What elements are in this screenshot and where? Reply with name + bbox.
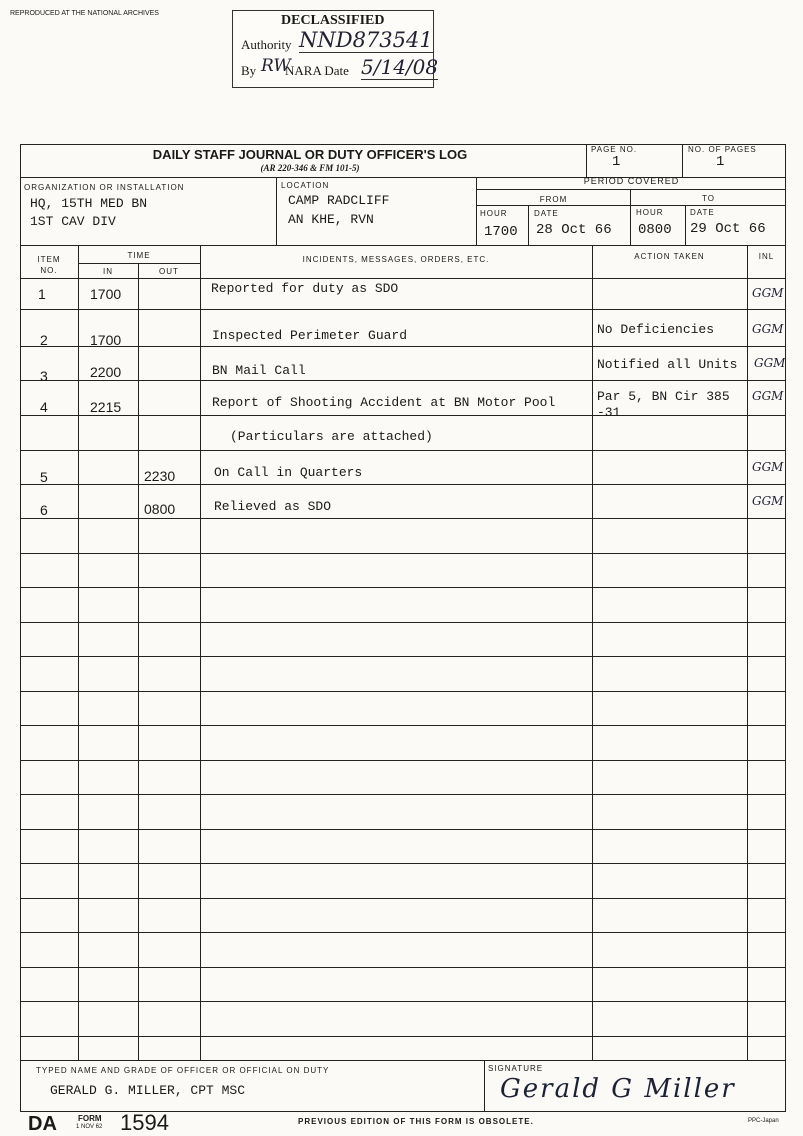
entry-item: 1 bbox=[38, 286, 46, 302]
no-of-pages-label: NO. OF PAGES bbox=[688, 145, 757, 154]
page-no-label: PAGE NO. bbox=[591, 145, 638, 154]
location-line1: CAMP RADCLIFF bbox=[288, 193, 390, 208]
item-no-header: NO. bbox=[40, 266, 58, 275]
to-date-label: DATE bbox=[690, 208, 715, 217]
nara-date-value: 5/14/08 bbox=[361, 55, 439, 79]
nara-date-label: NARA Date bbox=[285, 63, 349, 78]
entry-time-in: 2200 bbox=[90, 364, 122, 380]
entry-action-line2: -31 bbox=[597, 405, 621, 420]
location-label: LOCATION bbox=[281, 181, 330, 190]
by-value: RW bbox=[261, 56, 291, 76]
entry-action: No Deficiencies bbox=[597, 322, 715, 337]
entry-time-out: 2230 bbox=[144, 468, 176, 484]
entry-initials: GGM bbox=[752, 494, 784, 508]
signature: Gerald G Miller bbox=[500, 1074, 736, 1104]
entry-time-in: 1700 bbox=[90, 332, 122, 348]
from-hour: 1700 bbox=[484, 224, 518, 240]
page-no: 1 bbox=[612, 154, 621, 170]
to-hour: 0800 bbox=[638, 222, 672, 238]
authority-label: Authority bbox=[241, 37, 292, 52]
by-label: By bbox=[241, 63, 257, 78]
to-label: TO bbox=[702, 194, 715, 203]
to-date: 29 Oct 66 bbox=[690, 221, 766, 237]
to-hour-label: HOUR bbox=[636, 208, 664, 217]
footer-form: FORM bbox=[78, 1114, 102, 1123]
entry-time-out: 0800 bbox=[144, 501, 176, 517]
form-subtitle: (AR 220-346 & FM 101-5) bbox=[260, 163, 360, 173]
org-label: ORGANIZATION OR INSTALLATION bbox=[24, 183, 185, 192]
entry-initials: GGM bbox=[752, 322, 784, 336]
entry-time-in: 1700 bbox=[90, 286, 122, 302]
footer-printer: PPC-Japan bbox=[748, 1118, 779, 1124]
from-label: FROM bbox=[539, 195, 568, 204]
time-header: TIME bbox=[127, 251, 151, 260]
entry-incident: BN Mail Call bbox=[212, 363, 306, 378]
entry-incident: Inspected Perimeter Guard bbox=[212, 328, 408, 343]
footer-number: 1594 bbox=[120, 1110, 169, 1135]
footer-date: 1 NOV 62 bbox=[76, 1124, 103, 1130]
from-date-label: DATE bbox=[534, 209, 559, 218]
entry-incident: Relieved as SDO bbox=[214, 499, 332, 514]
out-header: OUT bbox=[159, 267, 179, 276]
from-date: 28 Oct 66 bbox=[536, 222, 612, 238]
entry-item: 5 bbox=[40, 469, 48, 485]
item-header: ITEM bbox=[37, 255, 61, 264]
signature-label: SIGNATURE bbox=[488, 1064, 544, 1073]
org-line1: HQ, 15TH MED BN bbox=[30, 196, 148, 211]
stamp-title: DECLASSIFIED bbox=[281, 13, 385, 28]
org-line2: 1ST CAV DIV bbox=[30, 214, 116, 229]
authority-value: NND873541 bbox=[299, 28, 433, 52]
form-title: DAILY STAFF JOURNAL OR DUTY OFFICER'S LOG bbox=[152, 147, 468, 162]
location-line2: AN KHE, RVN bbox=[288, 212, 374, 227]
entry-initials: GGM bbox=[752, 460, 784, 474]
entry-item: 6 bbox=[40, 502, 48, 518]
period-label: PERIOD COVERED bbox=[583, 176, 680, 186]
incidents-header: INCIDENTS, MESSAGES, ORDERS, ETC. bbox=[302, 255, 490, 264]
archive-note: REPRODUCED AT THE NATIONAL ARCHIVES bbox=[10, 10, 159, 17]
no-of-pages: 1 bbox=[716, 154, 725, 170]
entry-time-in: 2215 bbox=[90, 399, 122, 415]
entry-item: 4 bbox=[40, 399, 48, 415]
entry-action: Par 5, BN Cir 385 bbox=[597, 389, 730, 404]
typed-name-label: TYPED NAME AND GRADE OF OFFICER OR OFFICIAL ON DUTY bbox=[36, 1066, 330, 1075]
entry-initials: GGM bbox=[752, 286, 784, 300]
entry-incident: On Call in Quarters bbox=[214, 465, 363, 480]
entry-incident-continued: (Particulars are attached) bbox=[230, 429, 433, 444]
inl-header: INL bbox=[758, 252, 775, 261]
typed-name: GERALD G. MILLER, CPT MSC bbox=[50, 1083, 246, 1098]
entry-incident: Report of Shooting Accident at BN Motor Pool bbox=[212, 395, 556, 410]
entry-item: 2 bbox=[40, 332, 48, 348]
declassified-stamp bbox=[232, 10, 439, 88]
footer-note: PREVIOUS EDITION OF THIS FORM IS OBSOLETE. bbox=[298, 1117, 534, 1126]
in-header: IN bbox=[103, 267, 113, 276]
footer-da: DA bbox=[28, 1113, 57, 1135]
entry-incident: Reported for duty as SDO bbox=[211, 281, 399, 296]
entry-item: 3 bbox=[40, 368, 48, 384]
entry-initials: GGM bbox=[754, 356, 786, 370]
from-hour-label: HOUR bbox=[480, 209, 508, 218]
action-header: ACTION TAKEN bbox=[634, 252, 705, 261]
entry-initials: GGM bbox=[752, 389, 784, 403]
entry-action: Notified all Units bbox=[597, 357, 738, 372]
